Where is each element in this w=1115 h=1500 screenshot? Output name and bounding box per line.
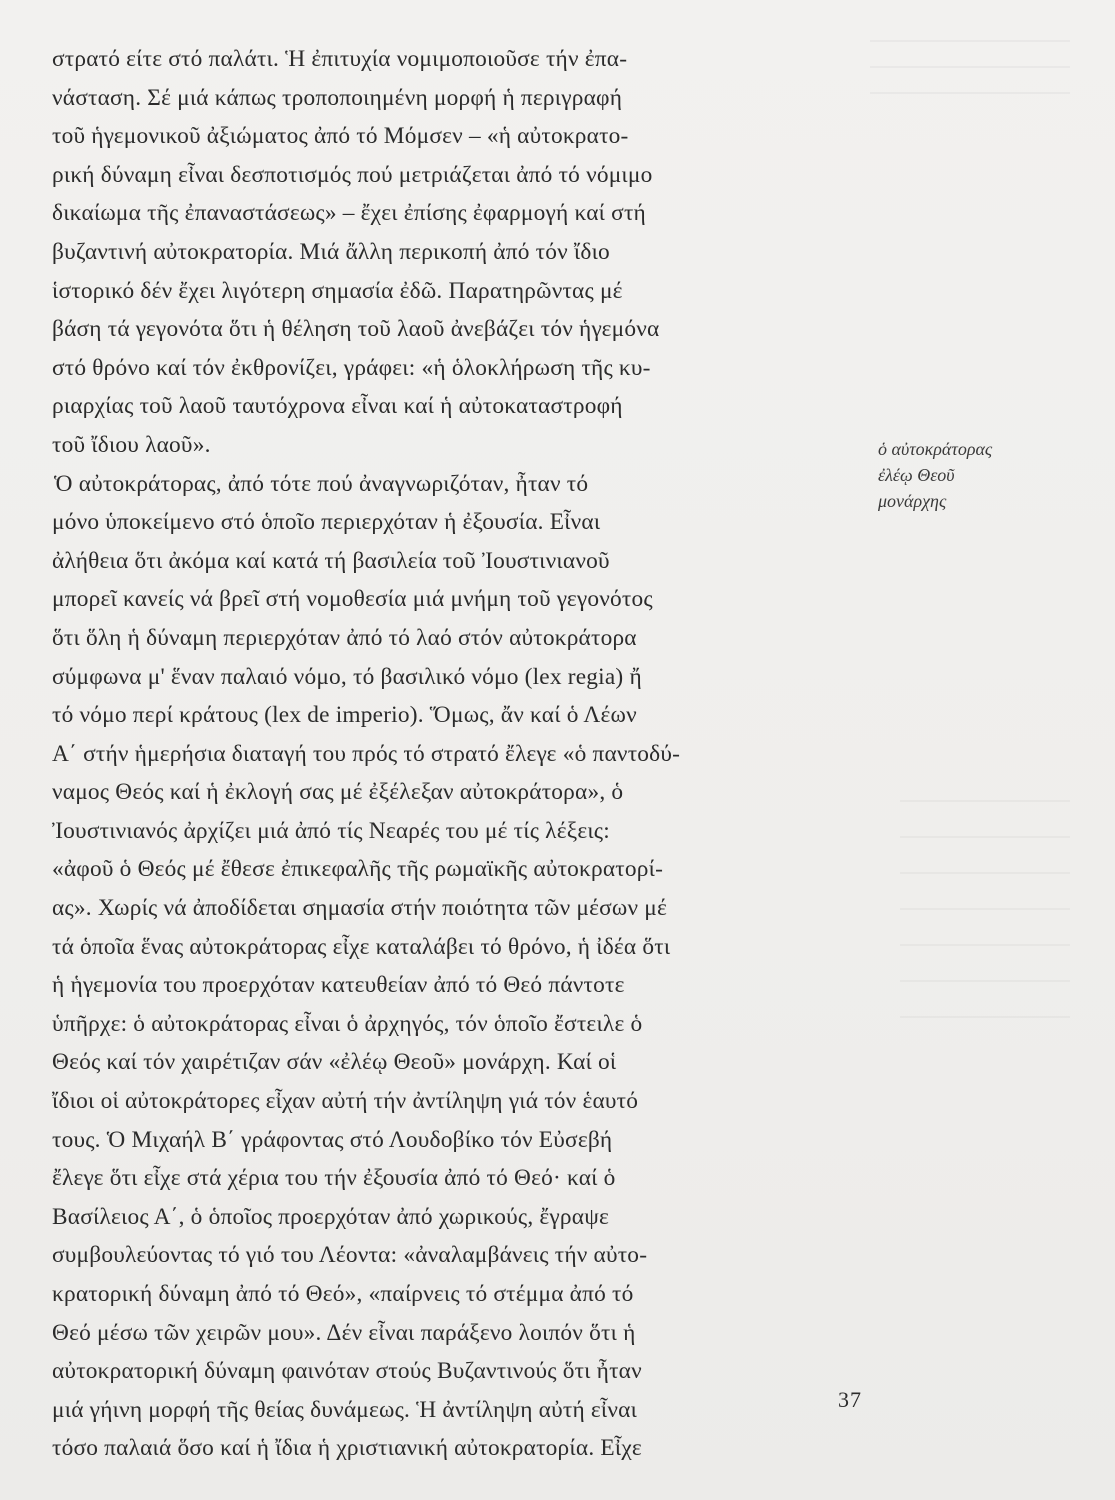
- text-line: ριαρχίας τοῦ λαοῦ ταυτόχρονα εἶναι καί ἡ αὐτοκαταστροφή: [52, 393, 623, 420]
- text-line: Ὁ αὐτοκράτορας, ἀπό τότε πού ἀναγνωριζόταν, ἦταν τό: [53, 470, 589, 497]
- text-line: βάση τά γεγονότα ὅτι ἡ θέληση τοῦ λαοῦ ἀνεβάζει τόν ἡγεμόνα: [52, 316, 660, 343]
- text-line: μόνο ὑποκείμενο στό ὁποῖο περιερχόταν ἡ ἐξουσία. Εἶναι: [52, 509, 601, 536]
- margin-note-line: μονάρχης: [878, 491, 947, 511]
- text-line: στό θρόνο καί τόν ἐκθρονίζει, γράφει: «ἡ ὁλοκλήρωση τῆς κυ-: [52, 354, 651, 381]
- text-line: ἱστορικό δέν ἔχει λιγότερη σημασία ἐδῶ. Παρατηρῶντας μέ: [52, 277, 623, 304]
- text-line: Θεό μέσω τῶν χειρῶν μου». Δέν εἶναι παράξενο λοιπόν ὅτι ἡ: [52, 1319, 636, 1346]
- text-line: Α΄ στήν ἡμερήσια διαταγή του πρός τό στρατό ἔλεγε «ὁ παντοδύ-: [52, 740, 681, 767]
- text-line: ἔλεγε ὅτι εἶχε στά χέρια του τήν ἐξουσία ἀπό τό Θεό· καί ὁ: [52, 1165, 616, 1192]
- text-line: τους. Ὁ Μιχαήλ Β΄ γράφοντας στό Λουδοβίκο τόν Εὐσεβή: [52, 1126, 613, 1153]
- text-line: στρατό είτε στό παλάτι. Ἡ ἐπιτυχία νομιμοποιοῦσε τήν ἐπα-: [52, 46, 628, 72]
- margin-note: [878, 436, 1088, 514]
- text-line: ὑπῆρχε: ὁ αὐτοκράτορας εἶναι ὁ ἀρχηγός, τόν ὁποῖο ἔστειλε ὁ: [52, 1010, 643, 1037]
- bleed-through-shadow: [900, 800, 1070, 1030]
- bleed-through-shadow: [870, 40, 1070, 100]
- text-line: τοῦ ἴδιου λαοῦ».: [52, 431, 211, 458]
- text-line: νάσταση. Σέ μιά κάπως τροποποιημένη μορφή ἡ περιγραφή: [52, 84, 623, 111]
- text-line: ἀλήθεια ὅτι ἀκόμα καί κατά τή βασιλεία τοῦ Ἰουστινιανοῦ: [52, 547, 610, 574]
- text-line: βυζαντινή αὐτοκρατορία. Μιά ἄλλη περικοπή ἀπό τόν ἴδιο: [52, 238, 610, 265]
- text-line: ναμος Θεός καί ἡ ἐκλογή σας μέ ἐξέλεξαν αὐτοκράτορα», ὁ: [52, 779, 624, 806]
- text-line: ρική δύναμη εἶναι δεσποτισμός πού μετριάζεται ἀπό τό νόμιμο: [52, 161, 653, 188]
- margin-note-line: ὁ αὐτοκράτορας: [878, 439, 993, 459]
- text-line: αὐτοκρατορική δύναμη φαινόταν στούς Βυζαντινούς ὅτι ἦταν: [52, 1358, 642, 1385]
- text-line: μιά γήινη μορφή τῆς θείας δυνάμεως. Ἡ ἀντίληψη αὐτή εἶναι: [52, 1396, 638, 1423]
- text-line: δικαίωμα τῆς ἐπαναστάσεως» – ἔχει ἐπίσης ἐφαρμογή καί στή: [52, 200, 646, 227]
- text-line: ἡ ἡγεμονία του προερχόταν κατευθείαν ἀπό τό Θεό πάντοτε: [52, 972, 625, 999]
- text-line: τά ὁποῖα ἕνας αὐτοκράτορας εἶχε καταλάβει τό θρόνο, ἡ ἰδέα ὅτι: [52, 933, 671, 960]
- text-line: τό νόμο περί κράτους (lex de imperio). Ὅμως, ἄν καί ὁ Λέων: [52, 702, 637, 729]
- text-line: ας». Χωρίς νά ἀποδίδεται σημασία στήν ποιότητα τῶν μέσων μέ: [52, 895, 668, 922]
- page-number: 37: [838, 1387, 862, 1412]
- text-line: σύμφωνα μ' ἕναν παλαιό νόμο, τό βασιλικό νόμο (lex regia) ἤ: [52, 663, 642, 690]
- text-line: κρατορική δύναμη ἀπό τό Θεό», «παίρνεις τό στέμμα ἀπό τό: [52, 1281, 634, 1307]
- text-line: Ἰουστινιανός ἀρχίζει μιά ἀπό τίς Νεαρές του μέ τίς λέξεις:: [52, 817, 610, 844]
- text-line: «ἀφοῦ ὁ Θεός μέ ἔθεσε ἐπικεφαλῆς τῆς ρωμαϊκῆς αὐτοκρατορί-: [52, 856, 664, 883]
- text-line: συμβουλεύοντας τό γιό του Λέοντα: «ἀναλαμβάνεις τήν αὐτο-: [52, 1242, 648, 1269]
- text-line: ὅτι ὅλη ἡ δύναμη περιερχόταν ἀπό τό λαό στόν αὐτοκράτορα: [52, 624, 637, 651]
- text-line: ἴδιοι οἱ αὐτοκράτορες εἶχαν αὐτή τήν ἀντίληψη γιά τόν ἑαυτό: [52, 1088, 639, 1115]
- text-line: μπορεῖ κανείς νά βρεῖ στή νομοθεσία μιά μνήμη τοῦ γεγονότος: [52, 586, 653, 613]
- text-line: Θεός καί τόν χαιρέτιζαν σάν «ἐλέῳ Θεοῦ» μονάρχη. Καί οἱ: [52, 1049, 617, 1076]
- margin-note-line: ἐλέῳ Θεοῦ: [878, 465, 955, 485]
- text-line: Βασίλειος Α΄, ὁ ὁποῖος προερχόταν ἀπό χωρικούς, ἔγραψε: [52, 1203, 610, 1230]
- text-line: τόσο παλαιά ὅσο καί ἡ ἴδια ἡ χριστιανική αὐτοκρατορία. Εἶχε: [52, 1435, 642, 1462]
- body-text: [52, 40, 857, 1468]
- text-line: τοῦ ἡγεμονικοῦ ἀξιώματος ἀπό τό Μόμσεν – «ἡ αὐτοκρατο-: [52, 123, 629, 150]
